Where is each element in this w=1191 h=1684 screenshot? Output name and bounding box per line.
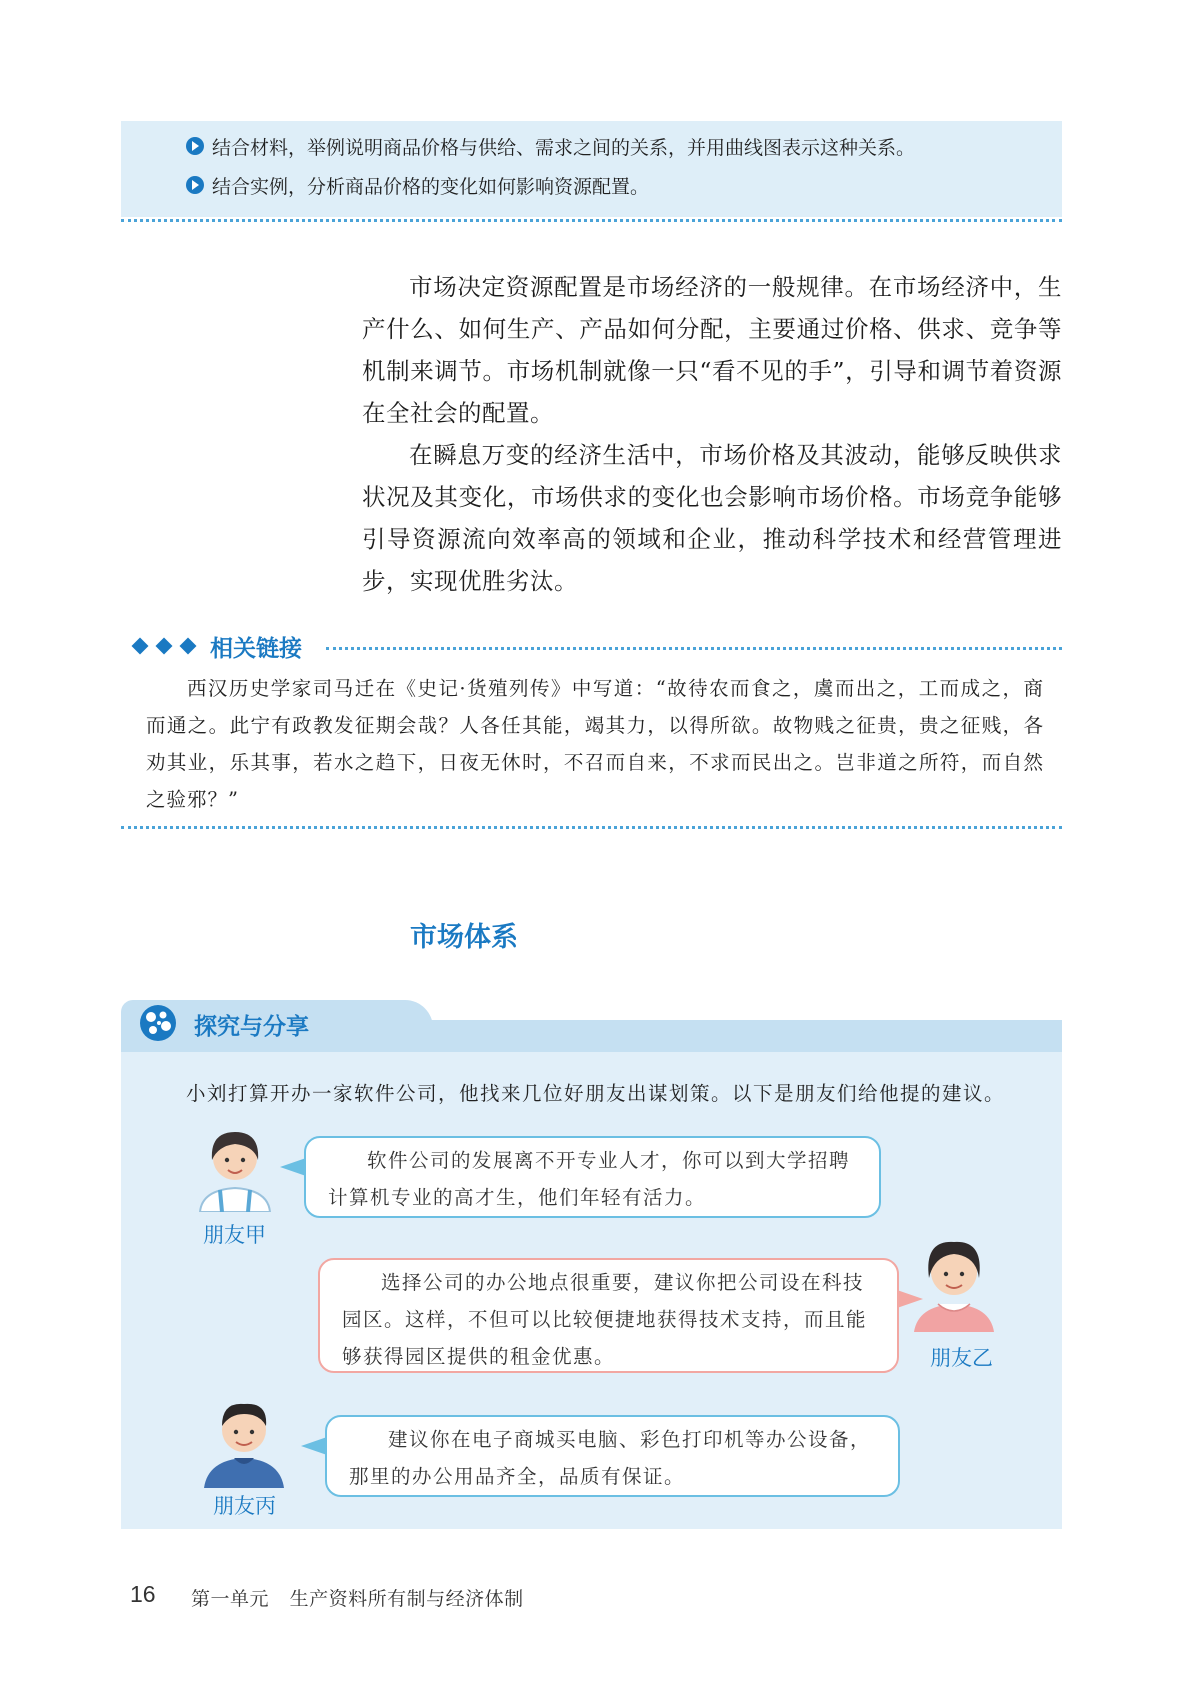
page-number: 16: [130, 1581, 156, 1607]
explore-intro: 小刘打算开办一家软件公司，他找来几位好朋友出谋划策。以下是朋友们给他提的建议。: [186, 1082, 1006, 1105]
related-link-text: 西汉历史学家司马迁在《史记·货殖列传》中写道：“故待农而食之，虞而出之，工而成之，商而通之。此宁有政教发征期会哉？人各任其能，竭其力，以得所欲。故物贱之征贵，贵之征贱，各劝其业，乐其事，若水之趋下，日夜无休时，不召而自来，不求而民出之。岂非道之所符，而自然之验邪？”: [146, 677, 1044, 811]
related-link-title: 相关链接: [210, 635, 302, 662]
friend-c-avatar: [200, 1392, 288, 1488]
footer-chapter: 生产资料所有制与经济体制: [289, 1588, 524, 1610]
objective-item: [186, 132, 915, 160]
friend-b-label: 朋友乙: [930, 1346, 993, 1370]
dotted-divider: [326, 647, 1062, 650]
body-paragraph: 市场决定资源配置是市场经济的一般规律。在市场经济中，生产什么、如何生产、产品如何分配，主要通过价格、供求、竞争等机制来调节。市场机制就像一只“看不见的手”，引导和调节着资源在全社会的配置。: [362, 273, 1062, 427]
footer-unit: 第一单元: [191, 1588, 270, 1610]
arrow-bullet-icon: [186, 176, 204, 194]
friend-b-text: 选择公司的办公地点很重要，建议你把公司设在科技园区。这样，不但可以比较便捷地获得技术支持，而且能够获得园区提供的租金优惠。: [342, 1271, 868, 1368]
friend-a-avatar: [192, 1124, 278, 1212]
diamond-icon: [132, 638, 149, 655]
related-link-body: [146, 670, 1044, 818]
bubble-tail: [301, 1437, 327, 1455]
diamond-icon: [156, 638, 173, 655]
friend-c-speech-bubble: [325, 1415, 900, 1497]
section-title: 市场体系: [410, 922, 518, 953]
objective-item: [186, 171, 649, 199]
friend-c-label: 朋友丙: [213, 1494, 276, 1518]
explore-title: 探究与分享: [194, 1014, 309, 1040]
objective-text: 结合实例，分析商品价格的变化如何影响资源配置。: [212, 175, 650, 198]
body-paragraph: 在瞬息万变的经济生活中，市场价格及其波动，能够反映供求状况及其变化，市场供求的变化也会影响市场价格。市场竞争能够引导资源流向效率高的领域和企业，推动科学技术和经营管理进步，实现优胜劣汰。: [362, 441, 1062, 595]
related-link-header: [134, 629, 302, 663]
body-text: [362, 266, 1062, 602]
objective-text: 结合材料，举例说明商品价格与供给、需求之间的关系，并用曲线图表示这种关系。: [212, 136, 916, 159]
friend-a-label: 朋友甲: [203, 1223, 266, 1247]
friend-b-avatar: [908, 1232, 1000, 1332]
footer-running-head: [191, 1584, 524, 1611]
bubble-tail: [280, 1158, 306, 1176]
friend-c-text: 建议你在电子商城买电脑、彩色打印机等办公设备，那里的办公用品齐全，品质有保证。: [349, 1428, 872, 1488]
dotted-divider: [121, 826, 1062, 829]
bubble-tail: [897, 1290, 923, 1308]
learning-objectives-box: [121, 121, 1062, 217]
friend-b-speech-bubble: [318, 1258, 899, 1373]
friend-a-text: 软件公司的发展离不开专业人才，你可以到大学招聘计算机专业的高才生，他们年轻有活力。: [328, 1149, 851, 1209]
explore-icon: [139, 1004, 177, 1042]
friend-a-speech-bubble: [304, 1136, 881, 1218]
dotted-divider: [121, 219, 1062, 222]
diamond-icon: [180, 638, 197, 655]
arrow-bullet-icon: [186, 137, 204, 155]
